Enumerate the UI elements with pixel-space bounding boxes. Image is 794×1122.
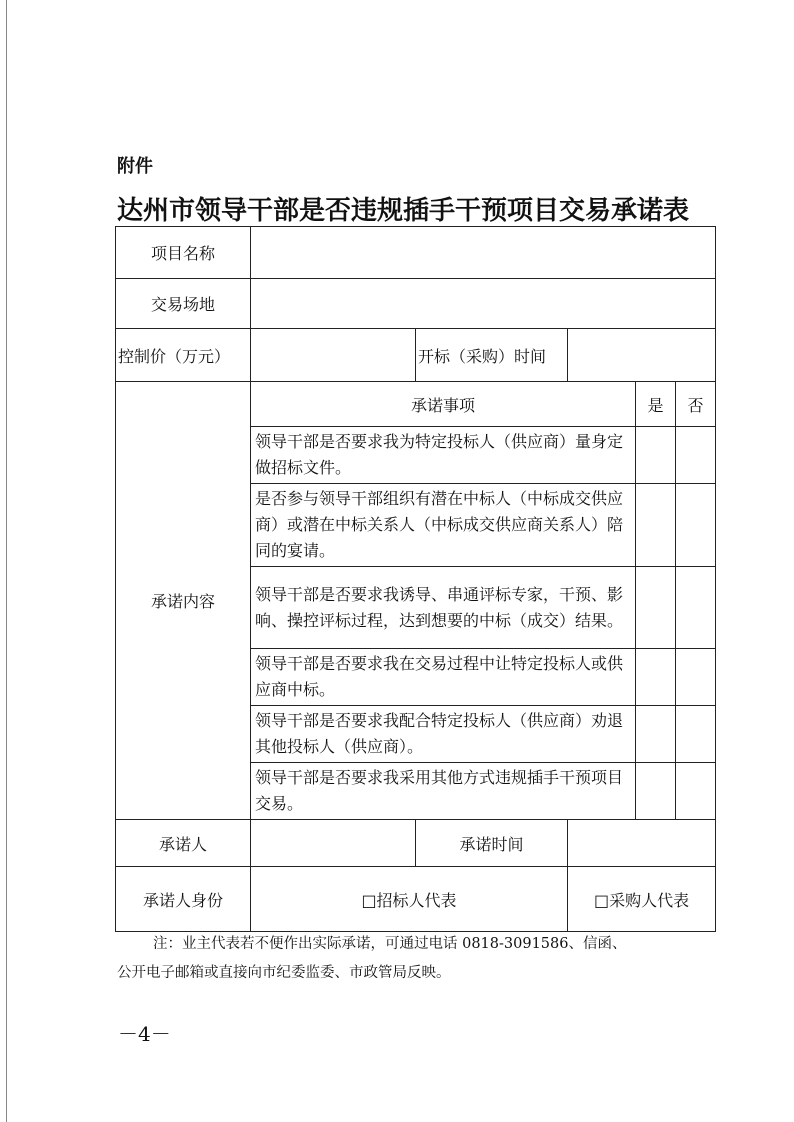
yes-checkbox-cell[interactable] bbox=[636, 706, 676, 763]
yes-checkbox-cell[interactable] bbox=[636, 763, 676, 820]
promise-time-field[interactable] bbox=[568, 820, 716, 867]
document-title: 达州市领导干部是否违规插手干预项目交易承诺表 bbox=[117, 196, 690, 226]
page-number: －4－ bbox=[118, 1022, 171, 1046]
identity-label: 承诺人身份 bbox=[116, 867, 251, 932]
attachment-label: 附件 bbox=[117, 156, 153, 177]
price-field[interactable] bbox=[251, 329, 416, 382]
project-name-label: 项目名称 bbox=[116, 227, 251, 279]
yes-checkbox-cell[interactable] bbox=[636, 484, 676, 567]
no-header: 否 bbox=[676, 382, 716, 427]
yes-header: 是 bbox=[636, 382, 676, 427]
item-text: 是否参与领导干部组织有潜在中标人（中标成交供应商）或潜在中标关系人（中标成交供应商关系人）陪同的宴请。 bbox=[251, 484, 636, 567]
row-promiser bbox=[116, 820, 716, 867]
content-label: 承诺内容 bbox=[116, 382, 251, 820]
yes-checkbox-cell[interactable] bbox=[636, 649, 676, 706]
no-checkbox-cell[interactable] bbox=[676, 706, 716, 763]
identity-option-tenderer[interactable]: □招标人代表 bbox=[251, 867, 568, 932]
price-label: 控制价（万元） bbox=[116, 329, 251, 382]
item-text: 领导干部是否要求我在交易过程中让特定投标人或供应商中标。 bbox=[251, 649, 636, 706]
footnote-line-2: 公开电子邮箱或直接向市纪委监委、市政管局反映。 bbox=[117, 965, 451, 981]
no-checkbox-cell[interactable] bbox=[676, 427, 716, 484]
item-text: 领导干部是否要求我为特定投标人（供应商）量身定做招标文件。 bbox=[251, 427, 636, 484]
row-identity bbox=[116, 867, 716, 932]
promiser-field[interactable] bbox=[251, 820, 416, 867]
footnote bbox=[117, 930, 717, 988]
items-header: 承诺事项 bbox=[251, 382, 636, 427]
promiser-label: 承诺人 bbox=[116, 820, 251, 867]
page-edge-line bbox=[6, 0, 7, 1122]
item-text: 领导干部是否要求我配合特定投标人（供应商）劝退其他投标人（供应商）。 bbox=[251, 706, 636, 763]
item-text: 领导干部是否要求我诱导、串通评标专家，干预、影响、操控评标过程，达到想要的中标（成交）结果。 bbox=[251, 567, 636, 649]
yes-checkbox-cell[interactable] bbox=[636, 567, 676, 649]
venue-field[interactable] bbox=[251, 279, 716, 329]
no-checkbox-cell[interactable] bbox=[676, 567, 716, 649]
no-checkbox-cell[interactable] bbox=[676, 763, 716, 820]
project-name-field[interactable] bbox=[251, 227, 716, 279]
no-checkbox-cell[interactable] bbox=[676, 484, 716, 567]
open-time-field[interactable] bbox=[568, 329, 716, 382]
commitment-form-table bbox=[115, 226, 716, 932]
no-checkbox-cell[interactable] bbox=[676, 649, 716, 706]
promise-time-label: 承诺时间 bbox=[416, 820, 568, 867]
row-items-header bbox=[116, 382, 716, 427]
yes-checkbox-cell[interactable] bbox=[636, 427, 676, 484]
identity-option-purchaser[interactable]: □采购人代表 bbox=[568, 867, 716, 932]
footnote-line-1: 注：业主代表若不便作出实际承诺，可通过电话 0818-3091586、信函、 bbox=[153, 936, 627, 952]
row-project-name bbox=[116, 227, 716, 279]
item-text: 领导干部是否要求我采用其他方式违规插手干预项目交易。 bbox=[251, 763, 636, 820]
row-price bbox=[116, 329, 716, 382]
venue-label: 交易场地 bbox=[116, 279, 251, 329]
row-venue bbox=[116, 279, 716, 329]
open-time-label: 开标（采购）时间 bbox=[416, 329, 568, 382]
